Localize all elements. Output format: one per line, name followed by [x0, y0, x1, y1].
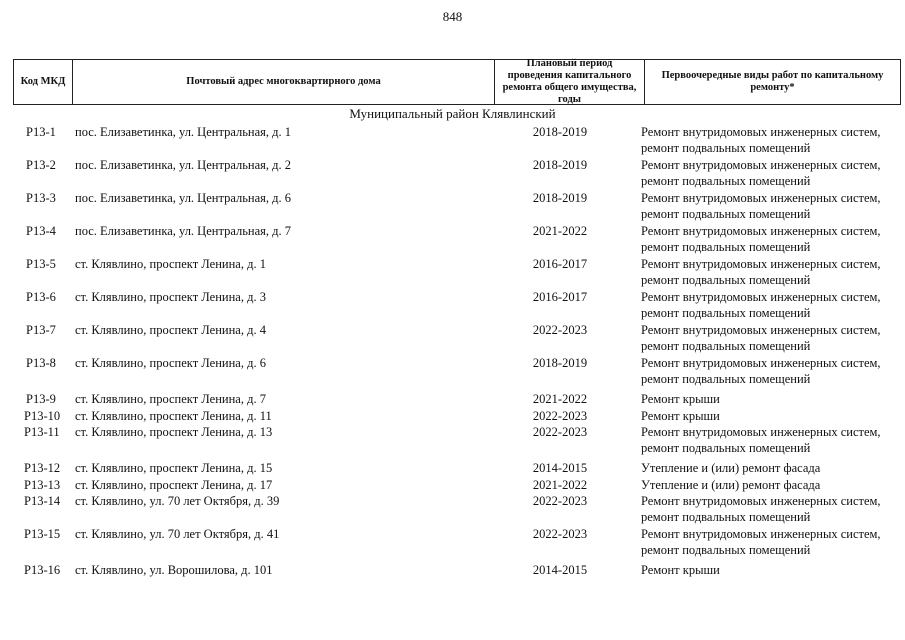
row-address: ст. Клявлино, проспект Ленина, д. 13 [75, 425, 273, 439]
row-address: ст. Клявлино, ул. 70 лет Октября, д. 41 [75, 527, 280, 541]
header-works: Первоочередные виды работ по капитальному ремонту* [661, 70, 884, 93]
row-works [641, 223, 901, 255]
table-row [13, 157, 901, 189]
row-code: Р13-10 [24, 409, 61, 423]
row-period: 2021-2022 [532, 224, 588, 238]
table-row [13, 424, 901, 456]
row-period: 2022-2023 [532, 425, 588, 439]
row-works [641, 408, 901, 424]
row-address: ст. Клявлино, ул. Ворошилова, д. 101 [75, 563, 273, 577]
row-address: ст. Клявлино, проспект Ленина, д. 7 [75, 392, 266, 406]
row-code: Р13-14 [24, 494, 61, 508]
row-works [641, 493, 901, 525]
row-works [641, 562, 901, 578]
row-works-line: ремонт подвальных помещений [641, 306, 811, 320]
table-row [13, 289, 901, 321]
row-works-line: ремонт подвальных помещений [641, 372, 811, 386]
row-works [641, 289, 901, 321]
row-address: пос. Елизаветинка, ул. Центральная, д. 6 [75, 191, 292, 205]
row-works-line: Утепление и (или) ремонт фасада [641, 461, 821, 475]
row-code: Р13-6 [26, 290, 56, 304]
row-works-line: Утепление и (или) ремонт фасада [641, 478, 821, 492]
row-code: Р13-4 [26, 224, 56, 238]
row-works-line: ремонт подвальных помещений [641, 141, 811, 155]
row-code: Р13-2 [26, 158, 56, 172]
row-works [641, 124, 901, 156]
row-code: Р13-13 [24, 478, 61, 492]
row-code: Р13-16 [24, 563, 61, 577]
row-period: 2016-2017 [532, 290, 588, 304]
row-works [641, 190, 901, 222]
row-address: пос. Елизаветинка, ул. Центральная, д. 7 [75, 224, 292, 238]
row-period: 2022-2023 [532, 494, 588, 508]
table-row [13, 391, 901, 407]
row-works-line: Ремонт внутридомовых инженерных систем, [641, 191, 881, 205]
row-works-line: Ремонт внутридомовых инженерных систем, [641, 290, 881, 304]
row-period: 2022-2023 [532, 323, 588, 337]
page-number: 848 [442, 9, 463, 24]
row-works-line: Ремонт внутридомовых инженерных систем, [641, 527, 881, 541]
table-row [13, 526, 901, 558]
row-works-line: Ремонт крыши [641, 409, 720, 423]
row-address: ст. Клявлино, проспект Ленина, д. 3 [75, 290, 266, 304]
row-address: ст. Клявлино, проспект Ленина, д. 11 [75, 409, 272, 423]
row-period: 2016-2017 [532, 257, 588, 271]
row-period: 2014-2015 [532, 563, 588, 577]
row-period: 2018-2019 [532, 191, 588, 205]
header-period: Плановый период проведения капитального ремонта общего имущества, годы [495, 60, 645, 104]
row-works [641, 256, 901, 288]
table-row [13, 460, 901, 476]
row-works-line: ремонт подвальных помещений [641, 339, 811, 353]
row-works-line: ремонт подвальных помещений [641, 174, 811, 188]
table-row [13, 124, 901, 156]
table-row [13, 322, 901, 354]
row-works-line: ремонт подвальных помещений [641, 510, 811, 524]
row-works-line: ремонт подвальных помещений [641, 441, 811, 455]
table-header [13, 59, 901, 105]
row-works [641, 424, 901, 456]
row-works [641, 157, 901, 189]
table-row [13, 355, 901, 387]
row-address: ст. Клявлино, проспект Ленина, д. 4 [75, 323, 266, 337]
row-works-line: ремонт подвальных помещений [641, 240, 811, 254]
row-code: Р13-15 [24, 527, 61, 541]
row-works [641, 322, 901, 354]
row-works-line: Ремонт внутридомовых инженерных систем, [641, 158, 881, 172]
row-works-line: Ремонт крыши [641, 563, 720, 577]
row-address: ст. Клявлино, ул. 70 лет Октября, д. 39 [75, 494, 280, 508]
row-works [641, 355, 901, 387]
row-period: 2018-2019 [532, 158, 588, 172]
row-code: Р13-9 [26, 392, 56, 406]
row-works-line: Ремонт внутридомовых инженерных систем, [641, 224, 881, 238]
row-address: пос. Елизаветинка, ул. Центральная, д. 2 [75, 158, 292, 172]
row-works-line: Ремонт внутридомовых инженерных систем, [641, 125, 881, 139]
table-row [13, 223, 901, 255]
table-row [13, 190, 901, 222]
section-title: Муниципальный район Клявлинский [349, 106, 556, 121]
row-code: Р13-8 [26, 356, 56, 370]
row-code: Р13-11 [24, 425, 60, 439]
row-period: 2021-2022 [532, 392, 588, 406]
header-code: Код МКД [14, 60, 73, 104]
row-works-line: ремонт подвальных помещений [641, 207, 811, 221]
table-row [13, 493, 901, 525]
row-period: 2018-2019 [532, 125, 588, 139]
row-period: 2014-2015 [532, 461, 588, 475]
row-works-line: ремонт подвальных помещений [641, 543, 811, 557]
row-code: Р13-12 [24, 461, 61, 475]
row-period: 2022-2023 [532, 527, 588, 541]
row-address: пос. Елизаветинка, ул. Центральная, д. 1 [75, 125, 292, 139]
row-works-line: Ремонт внутридомовых инженерных систем, [641, 494, 881, 508]
row-works-line: Ремонт внутридомовых инженерных систем, [641, 257, 881, 271]
row-address: ст. Клявлино, проспект Ленина, д. 15 [75, 461, 273, 475]
row-code: Р13-3 [26, 191, 56, 205]
row-address: ст. Клявлино, проспект Ленина, д. 1 [75, 257, 266, 271]
row-works-line: Ремонт внутридомовых инженерных систем, [641, 356, 881, 370]
row-works-line: Ремонт крыши [641, 392, 720, 406]
row-works-line: Ремонт внутридомовых инженерных систем, [641, 323, 881, 337]
row-works [641, 460, 901, 476]
table-row [13, 408, 901, 424]
row-code: Р13-7 [26, 323, 56, 337]
table-row [13, 477, 901, 493]
table-row [13, 562, 901, 578]
row-works [641, 477, 901, 493]
row-period: 2022-2023 [532, 409, 588, 423]
row-code: Р13-5 [26, 257, 56, 271]
row-address: ст. Клявлино, проспект Ленина, д. 17 [75, 478, 273, 492]
row-works [641, 526, 901, 558]
row-works-line: ремонт подвальных помещений [641, 273, 811, 287]
header-address: Почтовый адрес многоквартирного дома [73, 60, 495, 104]
row-period: 2018-2019 [532, 356, 588, 370]
row-code: Р13-1 [26, 125, 56, 139]
row-works-line: Ремонт внутридомовых инженерных систем, [641, 425, 881, 439]
row-address: ст. Клявлино, проспект Ленина, д. 6 [75, 356, 266, 370]
row-period: 2021-2022 [532, 478, 588, 492]
table-row [13, 256, 901, 288]
row-works [641, 391, 901, 407]
